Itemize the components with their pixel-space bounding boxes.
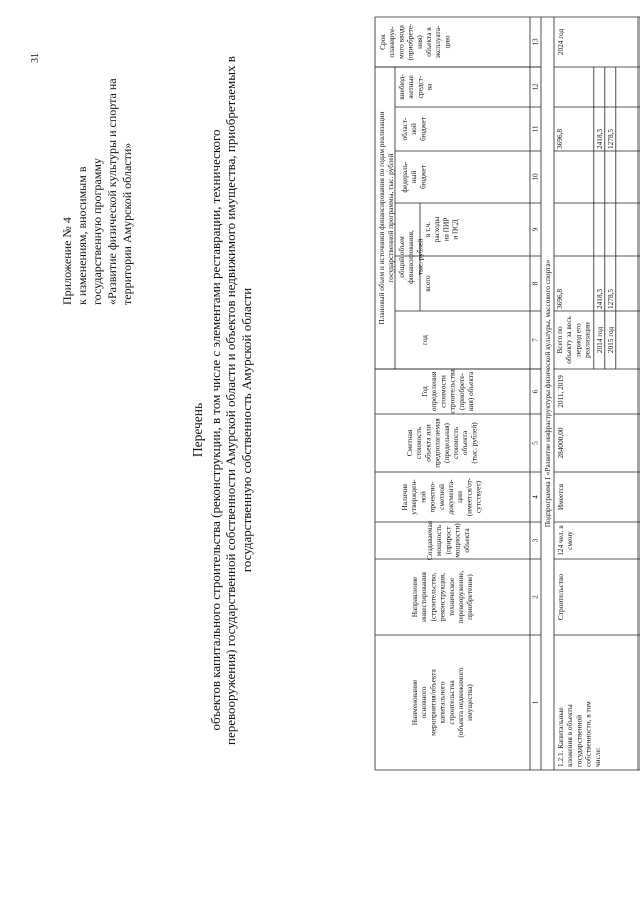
col-header-federal: федераль-ныйбюджет xyxy=(400,161,428,193)
row-docs: Имеется xyxy=(556,483,565,511)
col-number: 8 xyxy=(530,281,540,286)
list-title-line: государственную собственность Амурской области xyxy=(238,287,254,573)
appendix-line: к изменениям, вносимым в xyxy=(75,166,89,305)
row-capacity: 124 чел. всмену xyxy=(556,525,575,556)
list-title-line: перевооружения) государственной собственности Амурской области и объектов недвижимого имущества, приобретаемых в xyxy=(223,56,238,745)
col-header-direction: Направлениеинвестирования(строительство,реконструкция,техническоеперевооружение,приобретение) xyxy=(410,570,475,624)
sub-year: Всего пообъекту за весьпериод егореализации xyxy=(555,316,592,364)
sub-year: 2015 год xyxy=(605,326,615,354)
col-number: 5 xyxy=(530,441,540,445)
appendix-line: территории Амурской области» xyxy=(120,142,134,305)
col-number: 6 xyxy=(530,389,540,394)
col-number: 2 xyxy=(530,595,540,599)
row-name: 1.2.1. Капитальныевложения в объектыгосударственнойсобственности, в томчисле: xyxy=(556,701,602,767)
col-header-plan: Плановый объем и источники финансирования по годам реализациигосударственной программы, тыс. рублей xyxy=(377,111,396,325)
sub-total: 2418,3 xyxy=(594,288,604,309)
col-header-docs: Наличиеутвержден-нойпроектно-сметнойдокумента-ции(имеется/от-сутствует) xyxy=(400,477,483,517)
page-number: 31 xyxy=(30,53,41,63)
appendix-line: «Развитие физической культуры и спорта на xyxy=(105,78,119,305)
col-header-offbudget: внебюд-жетныесредст-ва xyxy=(397,74,434,100)
col-number: 10 xyxy=(530,173,540,181)
appendix-line: государственную программу xyxy=(90,158,104,305)
col-header-cost: Сметнаястоимостьобъекта илипредполагаемая(предельная)стоимостьобъекта(тыс. рублей) xyxy=(405,418,479,468)
col-header-total-all: всего xyxy=(423,275,432,292)
sub-total: 3696,8 xyxy=(555,288,564,309)
col-number: 1 xyxy=(530,700,540,705)
col-header-regional: област-нойбюджет xyxy=(400,117,428,141)
row-cost-year: 2011, 2019 xyxy=(556,375,565,408)
col-header-cost-year: Годопределениястоимостистроительства(приобрете-ния) объекта xyxy=(420,369,475,414)
col-header-capacity: Создаваемаямощность(приростмощности)объекта xyxy=(425,520,471,561)
sub-total: 1278,5 xyxy=(605,288,615,309)
row-cost: 284000,00 xyxy=(556,427,565,459)
list-heading: Перечень xyxy=(190,402,205,458)
col-header-name: Наименованиеосновногомероприятия/объектакапитальногостроительства(объекта недвижимогоимущества) xyxy=(410,667,475,738)
subprogram-title: Подпрограмма I «Развитие инфраструктуры физической культуры, массового спорта» xyxy=(543,259,552,528)
list-title-line: объектов капитального строительства (реконструкции, в том числе с элементами реставрации, технического xyxy=(207,129,223,731)
sub-regional: 2418,3 xyxy=(594,128,604,149)
row-deadline: 2024 год xyxy=(556,28,565,56)
sub-regional: 3696,8 xyxy=(555,128,564,149)
col-header-year: год xyxy=(420,335,429,345)
col-number: 7 xyxy=(530,338,540,342)
col-number: 13 xyxy=(530,38,540,46)
sub-regional: 1278,5 xyxy=(605,128,615,149)
col-header-deadline: Срокпланируе-мого ввода(приобрете-ния)объекта вэксплуата-цию xyxy=(378,23,452,61)
col-number: 9 xyxy=(530,227,540,232)
col-header-total-pir: в т.ч.расходына ПИРи ПСД xyxy=(423,216,460,243)
row-direction: Строительство xyxy=(556,573,565,621)
col-number: 4 xyxy=(530,495,540,499)
appendix-line: Приложение № 4 xyxy=(60,217,74,305)
col-number: 11 xyxy=(530,125,540,133)
sub-year: 2014 год xyxy=(594,326,604,354)
col-number: 12 xyxy=(530,83,540,91)
col-header-total: общий объемфинансирования,тыс. рублей xyxy=(397,230,425,284)
col-number: 3 xyxy=(530,538,540,543)
